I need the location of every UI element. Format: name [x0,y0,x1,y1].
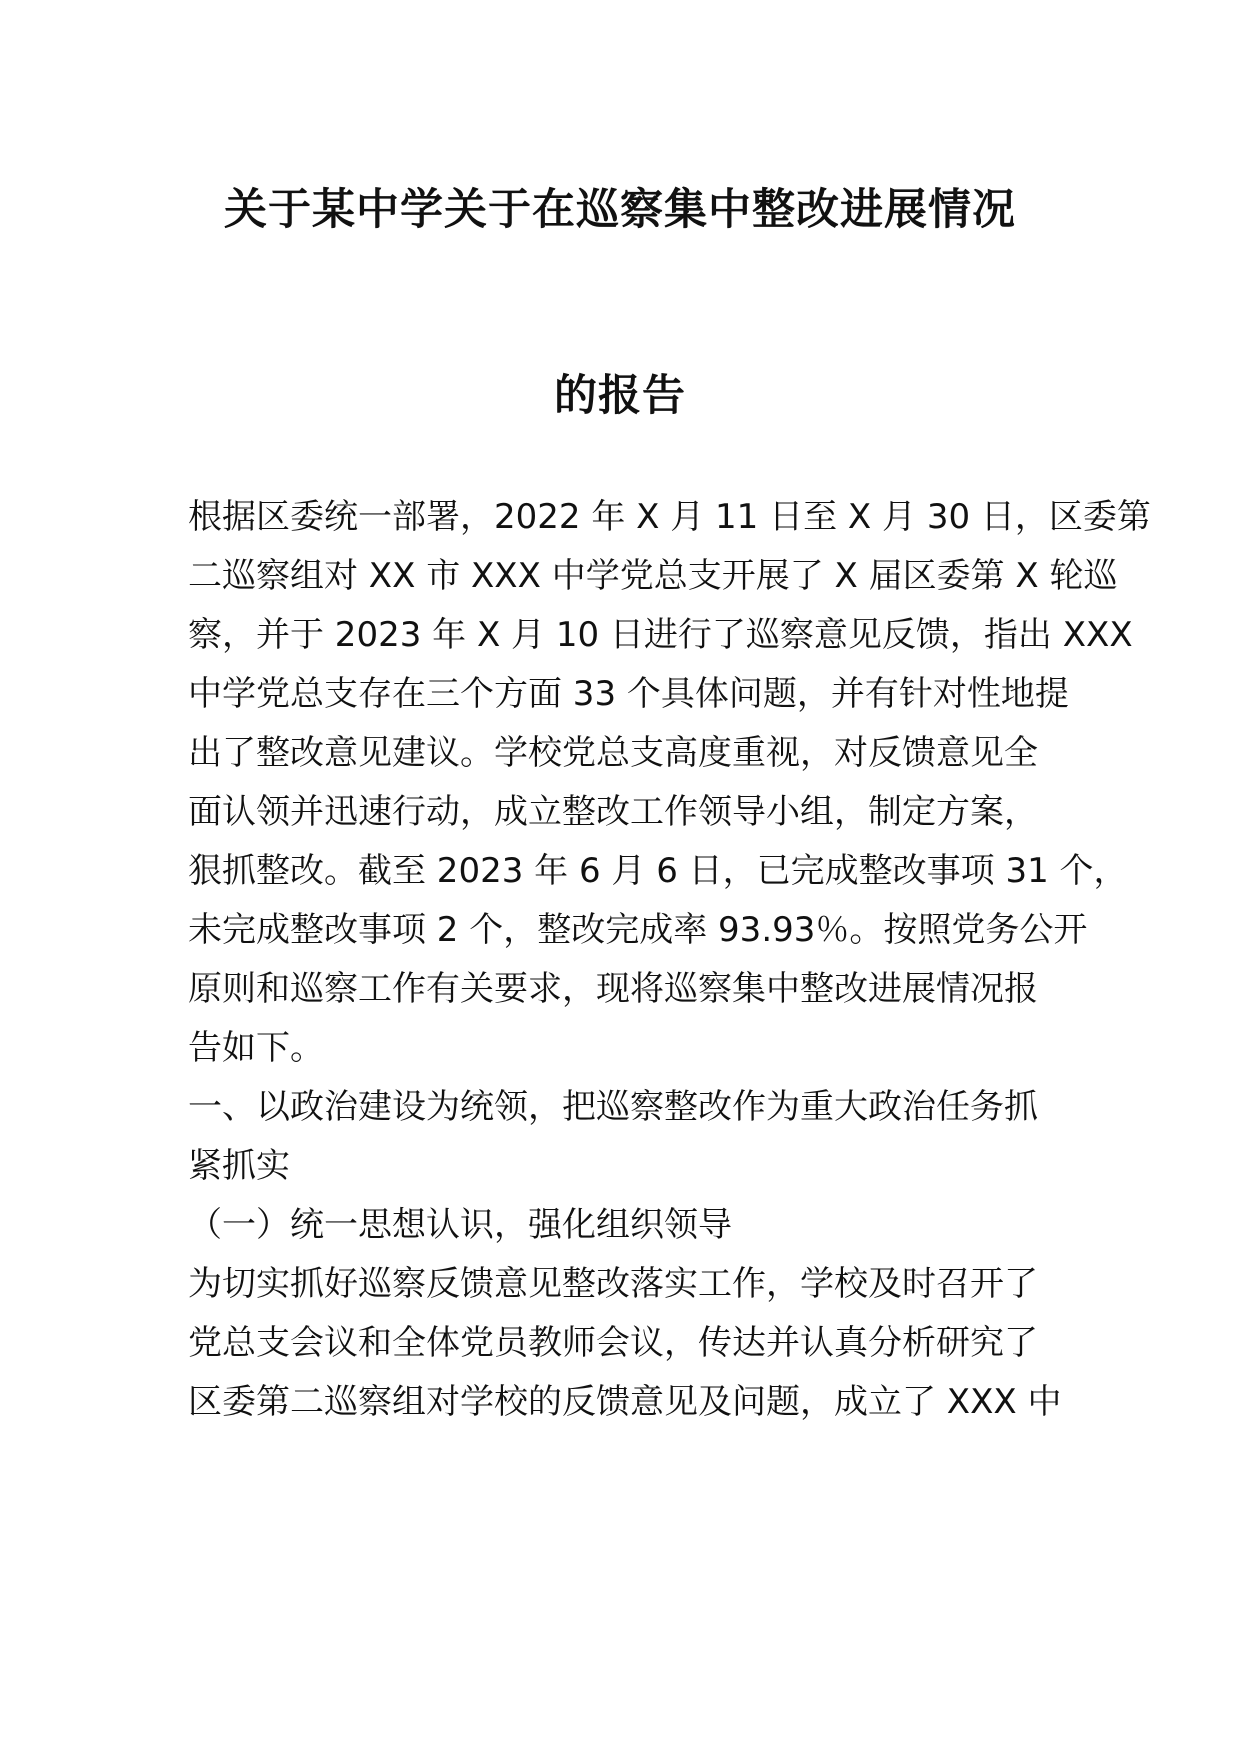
paragraph-line: 二巡察组对 XX 市 XXX 中学党总支开展了 X 届区委第 X 轮巡 [188,556,1118,596]
paragraph-line: 区委第二巡察组对学校的反馈意见及问题，成立了 XXX 中 [188,1382,1062,1422]
paragraph-line: 察，并于 2023 年 X 月 10 日进行了巡察意见反馈，指出 XXX [188,615,1133,655]
paragraph-line: 未完成整改事项 2 个，整改完成率 93.93％。按照党务公开 [188,910,1088,950]
paragraph-line: 告如下。 [188,1028,324,1068]
report-title-line-1: 关于某中学关于在巡察集中整改进展情况 [224,185,1016,235]
paragraph-line: 出了整改意见建议。学校党总支高度重视，对反馈意见全 [188,733,1038,773]
section-heading-line: 紧抓实 [188,1146,290,1186]
paragraph-line: 面认领并迅速行动，成立整改工作领导小组，制定方案， [188,792,1038,832]
section-heading-line: 一、以政治建设为统领，把巡察整改作为重大政治任务抓 [188,1087,1038,1127]
paragraph-line: 为切实抓好巡察反馈意见整改落实工作，学校及时召开了 [188,1264,1038,1304]
paragraph-line: 中学党总支存在三个方面 33 个具体问题，并有针对性地提 [188,674,1069,714]
paragraph-line: 党总支会议和全体党员教师会议，传达并认真分析研究了 [188,1323,1038,1363]
subsection-heading: （一）统一思想认识，强化组织领导 [188,1205,732,1245]
paragraph-line: 狠抓整改。截至 2023 年 6 月 6 日，已完成整改事项 31 个， [188,851,1128,891]
paragraph-line: 原则和巡察工作有关要求，现将巡察集中整改进展情况报 [188,969,1038,1009]
paragraph-line: 根据区委统一部署，2022 年 X 月 11 日至 X 月 30 日，区委第 [188,497,1151,537]
report-title-line-2: 的报告 [554,371,686,421]
